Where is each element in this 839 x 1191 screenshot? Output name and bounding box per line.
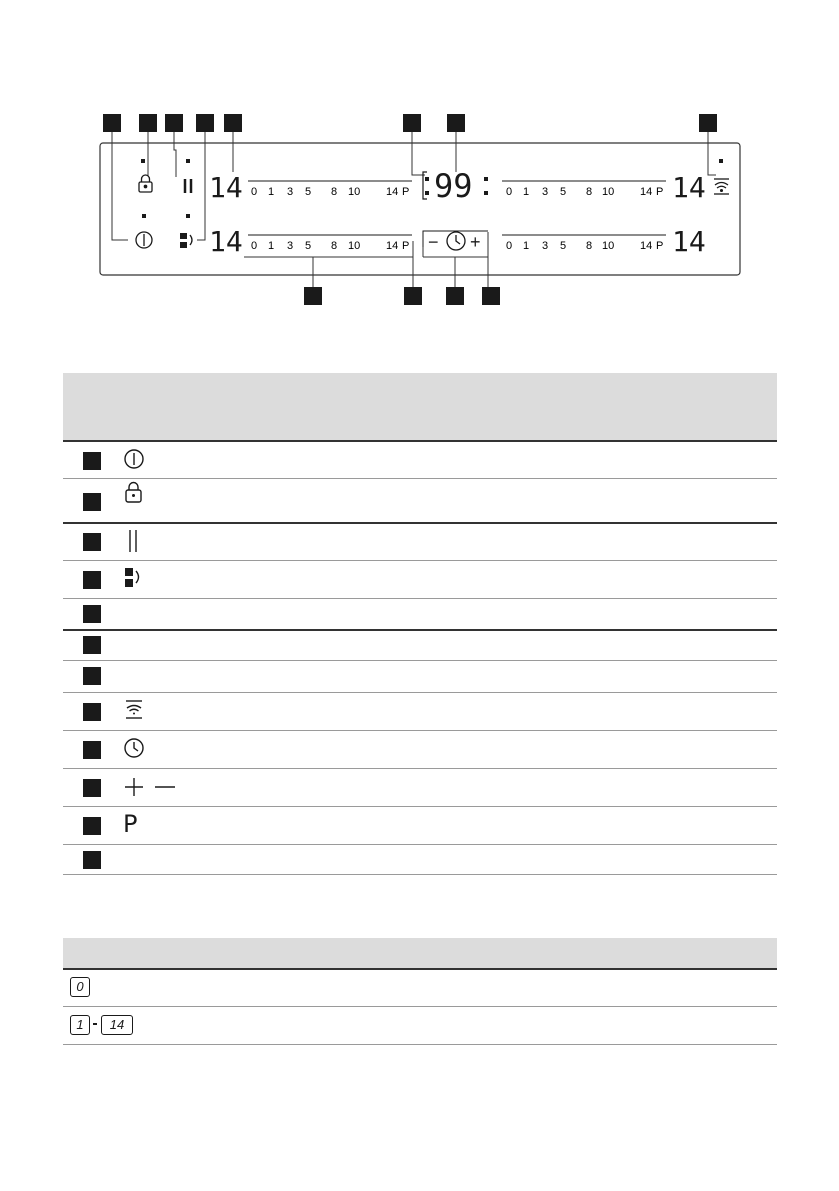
power-icon — [136, 232, 152, 248]
scale-label: P — [656, 240, 664, 252]
digit-box — [70, 977, 90, 997]
digit-box — [101, 1015, 133, 1035]
bridge-icon — [180, 233, 192, 248]
scale-label: 0 — [506, 240, 513, 252]
scale-label: 14 — [640, 186, 653, 198]
callout-square — [196, 114, 214, 132]
timer-display: 99 — [434, 167, 473, 205]
scale-label: 5 — [560, 240, 567, 252]
zone-display-front-right: 14 — [672, 225, 706, 258]
callout-square — [224, 114, 242, 132]
callout-square — [83, 493, 101, 511]
scale-label: 0 — [506, 186, 513, 198]
scale-label: 14 — [386, 240, 399, 252]
callout-square — [83, 605, 101, 623]
scale-label: 0 — [251, 186, 258, 198]
callout-square — [403, 114, 421, 132]
lock-icon — [123, 481, 145, 505]
scale-label: 14 — [386, 186, 399, 198]
callout-square — [83, 636, 101, 654]
callout-square — [139, 114, 157, 132]
timer-plus: + — [470, 232, 481, 252]
digit-fourteen: 14 — [109, 1017, 125, 1032]
table-row — [63, 731, 777, 768]
table-row — [63, 630, 777, 660]
scale-label: 3 — [287, 240, 294, 252]
callout-square — [83, 817, 101, 835]
scale-label: 1 — [268, 186, 275, 198]
scale-label: 5 — [305, 186, 312, 198]
callout-square — [447, 114, 465, 132]
panel-outline — [100, 143, 740, 275]
callout-squares-top — [103, 114, 717, 132]
digit-zero: 0 — [76, 979, 84, 994]
scale-label: 10 — [602, 186, 615, 198]
p-letter: P — [123, 810, 138, 838]
pause-icon — [185, 179, 191, 193]
scale-label: 5 — [560, 186, 567, 198]
table-row — [63, 599, 777, 629]
scale-label: 8 — [586, 240, 593, 252]
bridge-icon — [123, 566, 145, 590]
timer-icon — [123, 737, 145, 759]
control-panel-diagram — [0, 0, 839, 330]
scale-label: 10 — [602, 240, 615, 252]
scale-rear-right — [502, 181, 666, 198]
scale-label: 5 — [305, 240, 312, 252]
callout-square — [446, 287, 464, 305]
callout-square — [83, 741, 101, 759]
scale-label: 8 — [331, 240, 338, 252]
table-row — [63, 479, 777, 522]
callout-square — [83, 571, 101, 589]
callout-square — [404, 287, 422, 305]
scale-label: 1 — [268, 240, 275, 252]
table-row — [63, 561, 777, 598]
scale-label: 3 — [287, 186, 294, 198]
callout-square — [83, 533, 101, 551]
scale-label: 3 — [542, 186, 549, 198]
separator-dash — [93, 1023, 97, 1025]
table-row — [63, 807, 777, 844]
scale-label: 8 — [586, 186, 593, 198]
scale-label: 10 — [348, 240, 361, 252]
scale-label: 3 — [542, 240, 549, 252]
scale-label: 0 — [251, 240, 258, 252]
callout-square — [699, 114, 717, 132]
table-row — [63, 845, 777, 875]
table-row — [63, 769, 777, 806]
timer-minus: − — [428, 232, 439, 252]
table-header — [63, 373, 777, 440]
scale-label: 8 — [331, 186, 338, 198]
callout-square — [482, 287, 500, 305]
pause-icon — [123, 528, 145, 554]
timer-icon — [447, 232, 465, 250]
callout-square — [83, 851, 101, 869]
scale-label: 14 — [640, 240, 653, 252]
zone-display-rear-left: 14 — [209, 171, 243, 204]
callout-squares-bottom — [304, 287, 500, 305]
power-icon — [123, 448, 145, 470]
callout-square — [304, 287, 322, 305]
plus-minus-icon — [123, 776, 183, 798]
zone-display-front-left: 14 — [209, 225, 243, 258]
callout-square — [83, 452, 101, 470]
table-row — [63, 441, 777, 478]
table-row — [63, 523, 777, 560]
zone-display-rear-right: 14 — [672, 171, 706, 204]
scale-front-left — [248, 235, 412, 252]
scale-label: 1 — [523, 240, 530, 252]
digit-one: 1 — [76, 1017, 84, 1032]
scale-front-right — [502, 235, 666, 252]
lock-icon — [139, 175, 152, 192]
callout-square — [103, 114, 121, 132]
callout-lines — [112, 132, 716, 287]
table-row — [63, 693, 777, 730]
symbols-table — [63, 373, 777, 875]
table-row — [63, 661, 777, 692]
scale-label: P — [402, 186, 410, 198]
timer-controls — [423, 231, 488, 252]
scale-label: 10 — [348, 186, 361, 198]
callout-square — [83, 779, 101, 797]
scale-label: P — [402, 240, 410, 252]
callout-square — [83, 703, 101, 721]
scale-label: P — [656, 186, 664, 198]
scale-label: 1 — [523, 186, 530, 198]
hob-hood-icon — [123, 698, 145, 722]
callout-square — [83, 667, 101, 685]
table-header — [63, 938, 777, 968]
digit-box — [70, 1015, 90, 1035]
table-row — [63, 969, 777, 1006]
table-row — [63, 1007, 777, 1044]
hob-hood-icon — [714, 179, 729, 194]
display-table — [63, 938, 777, 1046]
callout-square — [165, 114, 183, 132]
scale-rear-left — [248, 181, 412, 198]
